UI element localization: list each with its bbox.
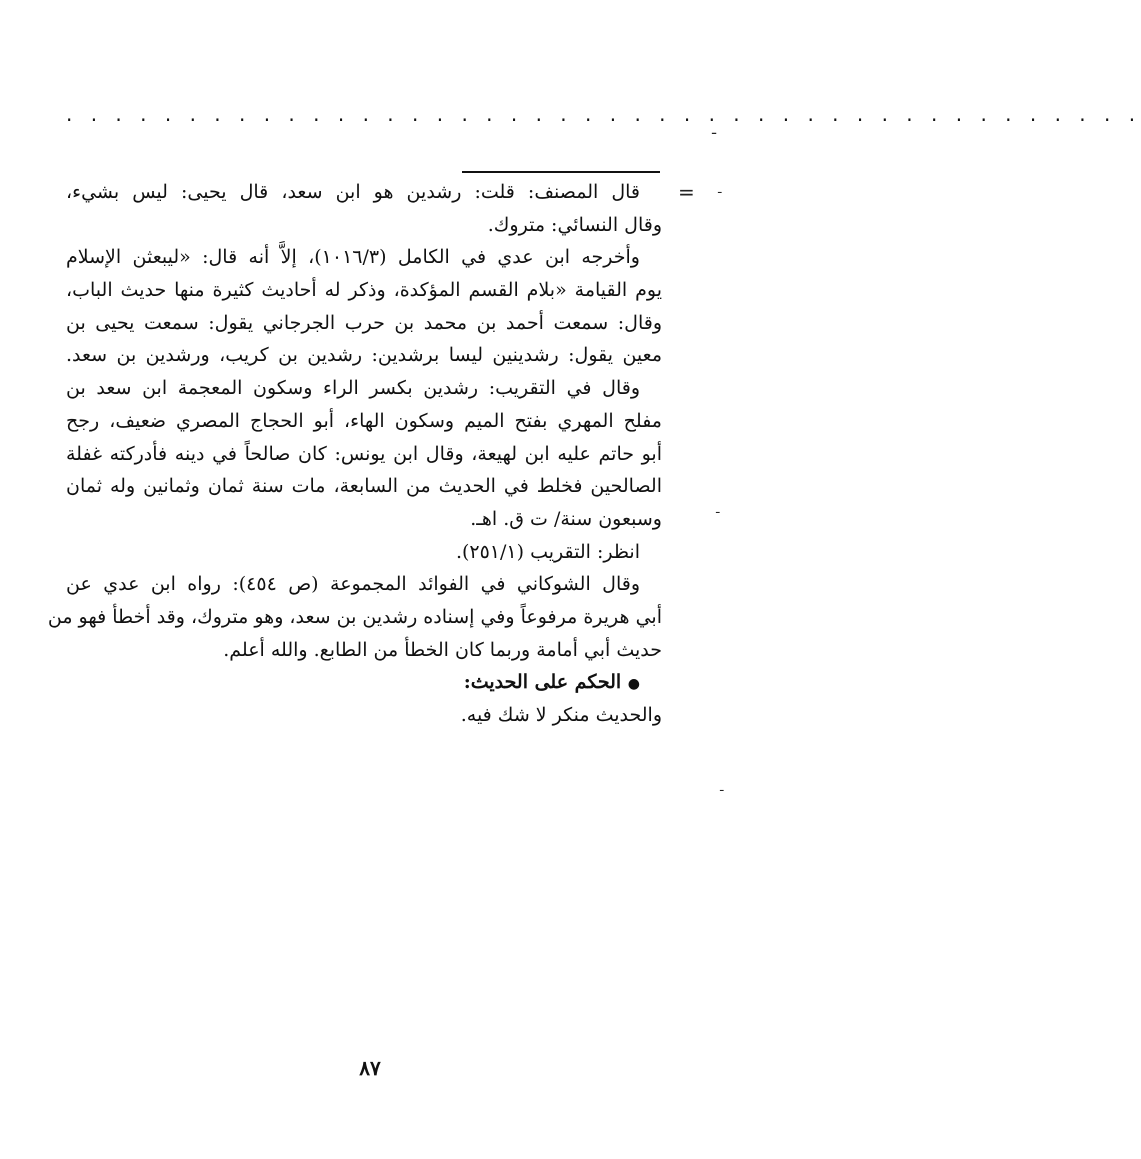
margin-tick-mark: ـ [720, 780, 724, 794]
bullet-icon: ● [627, 676, 640, 693]
text-line: معين يقول: رشدينين ليسا برشدين: رشدين بن كريب، ورشدين بن سعد. [66, 344, 662, 367]
text-line: وقال النسائي: متروك. [487, 213, 662, 236]
paragraph-taqrib [66, 372, 662, 535]
paragraph-shawkani [47, 568, 662, 666]
verdict-text: والحديث منكر لا شك فيه. [460, 704, 662, 726]
text-line: وأخرجه ابن عدي في الكامل (١٠١٦/٣)، إلاَّ أنه قال: «ليبعثن الإسلام [66, 246, 640, 269]
text-line: مفلح المهري بفتح الميم وسكون الهاء، أبو الحجاج المصري ضعيف، رجح [66, 409, 662, 432]
text-line: وسبعون سنة/ ت ق. اهـ. [470, 507, 662, 530]
paragraph-ibn-adi [66, 241, 662, 372]
text-line: أبو حاتم عليه ابن لهيعة، وقال ابن يونس: كان صالحاً في دينه فأدركته غفلة [66, 442, 662, 465]
margin-tick-mark: ـ [716, 502, 720, 516]
text-line: وقال: سمعت أحمد بن محمد بن حرب الجرجاني يقول: سمعت يحيى بن [66, 311, 662, 334]
verdict-heading-line [66, 666, 662, 699]
footnote-body [47, 176, 662, 732]
text-line: حديث أبي أمامة وربما كان الخطأ من الطابع. والله أعلم. [223, 638, 662, 661]
verdict-heading: الحكم على الحديث: [463, 671, 622, 694]
margin-tick-mark: ـ [718, 182, 722, 196]
footnote-rule [462, 171, 660, 173]
paragraph-author-comment [66, 176, 662, 241]
text-line: وقال الشوكاني في الفوائد المجموعة (ص ٤٥٤): رواه ابن عدي عن [66, 573, 641, 596]
text-line: قال المصنف: قلت: رشدين هو ابن سعد، قال يحيى: ليس بشيء، [66, 181, 641, 203]
margin-equals-mark: = [678, 180, 695, 204]
margin-tick-mark: ـ [712, 122, 717, 138]
text-line: يوم القيامة «بلام القسم المؤكدة، وذكر له أحاديث كثيرة منها حديث الباب، [66, 279, 662, 302]
page-number: ٨٧ [359, 1056, 381, 1080]
paragraph-reference [66, 536, 662, 569]
text-line: الصالحين فخلط في الحديث من السابعة، مات سنة ثمان وثمانين وله ثمان [66, 475, 662, 498]
text-line: وقال في التقريب: رشدين بكسر الراء وسكون المعجمة ابن سعد بن [66, 377, 640, 400]
verdict-section [66, 666, 662, 731]
text-line: انظر: التقريب (٢٥١/١). [455, 540, 640, 563]
text-line: أبي هريرة مرفوعاً وفي إسناده رشدين بن سعد، وهو متروك، وقد أخطأ فهو من [47, 605, 662, 628]
dotted-separator: . . . . . . . . . . . . . . . . . . . . . . . . . . . . . . . . . . . . . . . . . . . . [66, 102, 1141, 126]
